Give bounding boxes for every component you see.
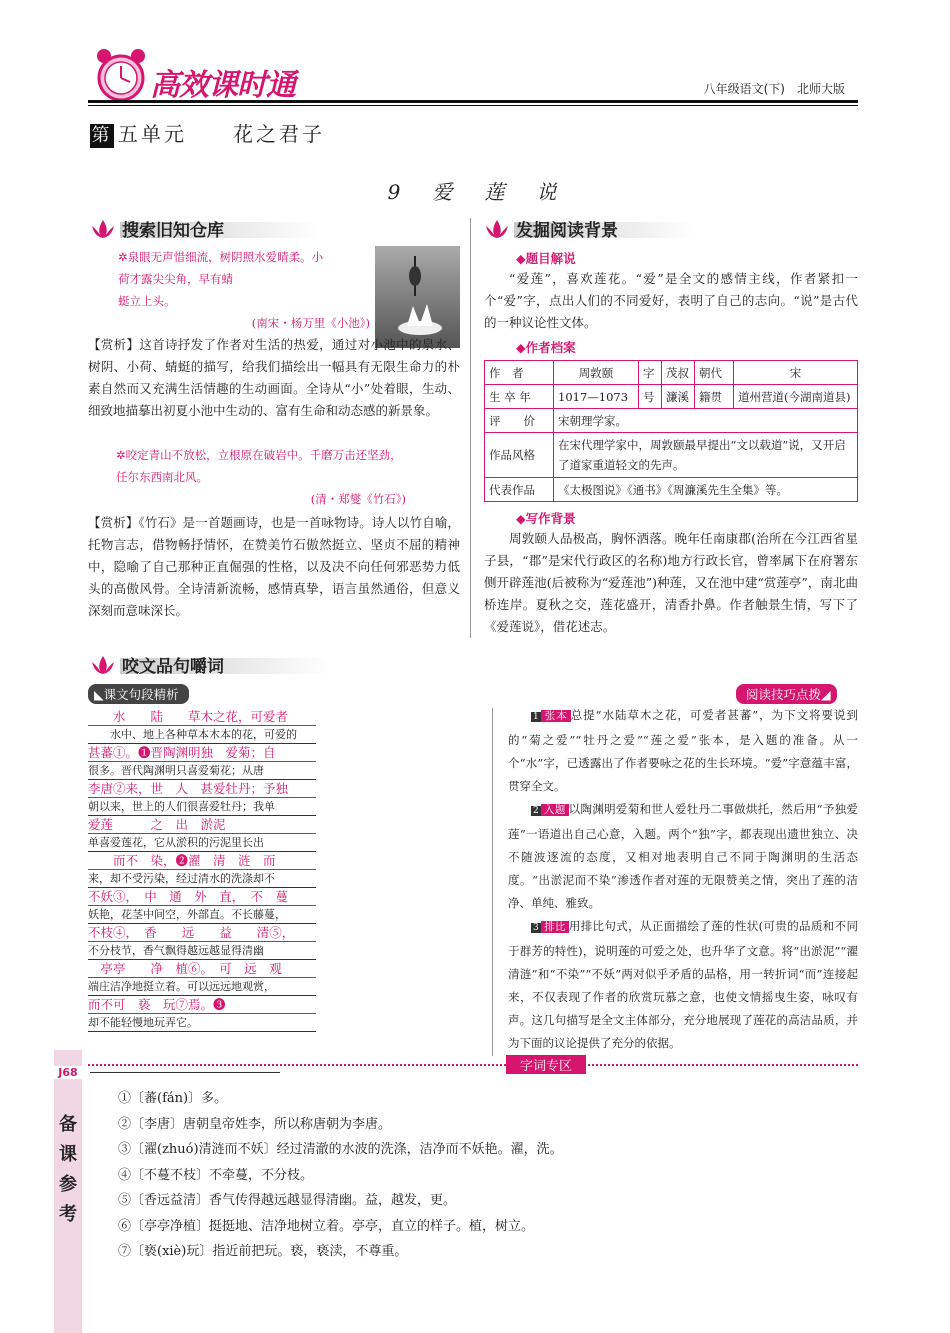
cell-value: 《太极图说》《通书》《周濂溪先生全集》等。 — [554, 478, 858, 502]
section-analysis-heading: 咬文品句嚼词 — [88, 652, 388, 678]
tip-text: 以陶渊明爱菊和世人爱牡丹二事做烘托，然后用“予独爱莲”一语道出自己心意，入题。两个“独”字，都表现出遗世独立、决不随波逐流的态度，又相对地表明自己不同于陶渊明的生活态度。“出淤泥而不染”渗透作者对莲的无限赞美之情，突出了莲的洁净、单纯、雅致。 — [508, 802, 858, 910]
footnote: ④〔不蔓不枝〕不牵蔓，不分枝。 — [118, 1167, 314, 1183]
tip-paragraph — [508, 704, 858, 798]
cell-label: 生 卒 年 — [485, 385, 554, 409]
translation-line: 妖艳，花茎中间空，外部直。不长藤蔓， — [88, 906, 316, 924]
cell-label: 代表作品 — [485, 478, 554, 502]
translation-line: 水中、地上各种草本木本的花，可爱的 — [88, 726, 316, 744]
footnote: ⑤〔香远益清〕香气传得越远越显得清幽。益，越发，更。 — [118, 1193, 457, 1208]
writing-background: 周敦颐人品极高，胸怀洒落。晚年任南康郡(治所在今江西省星子县，“郡”是宋代行政区的名称)地方行政长官，曾率属下在府署东侧开辟莲池(后被称为“爱莲池”)种莲，又在池中建“赏莲亭”，南北曲桥连岸。夏秋之交，莲花盛开，清香扑鼻。作者触景生情，写下了《爱莲说》，借花述志。 — [484, 531, 858, 634]
grade-label: 八年级语文(下) 北师大版 — [703, 82, 845, 96]
poem1-line: ✲泉眼无声惜细流，树阴照水爱晴柔。小 — [118, 250, 324, 264]
lotus-icon — [88, 652, 118, 678]
original-line: 而不 染，❷濯 清 涟 而 — [88, 852, 316, 870]
poem2 — [116, 444, 460, 488]
footnote: ⑥〔亭亭净植〕挺挺地、洁净地树立着。亭亭，直立的样子。植，树立。 — [118, 1218, 535, 1234]
tip-number: 1 — [533, 712, 539, 722]
clock-logo-icon — [90, 44, 152, 106]
lotus-icon — [482, 216, 512, 242]
translation-line: 却不能轻慢地玩弄它。 — [88, 1014, 316, 1032]
side-label-char: 考 — [59, 1204, 77, 1225]
translation-line: 朝以来，世上的人们很喜爱牡丹；我单 — [88, 798, 316, 816]
tip-number: 2 — [533, 806, 539, 816]
header-rule — [88, 100, 858, 103]
cell-label: 作 者 — [485, 361, 554, 385]
unit-box: 第 — [91, 125, 113, 146]
translation-line: 很多。晋代陶渊明只喜爱菊花；从唐 — [88, 762, 316, 780]
tip-tag: 排比 — [541, 921, 569, 933]
original-line: 而不可 亵 玩⑦焉。❸ — [88, 996, 316, 1014]
sub-writing-background: ◆写作背景 — [516, 511, 576, 526]
tip-text: 总提“水陆草木之花，可爱者甚蕃”，为下文将要说到的“菊之爱”“牡丹之爱”“莲之爱”张本，是入题的准备。从一个“水”字，已透露出了作者要咏之花的生长环境。“爱”字意蕴丰富，贯穿全文。 — [508, 708, 859, 793]
footnote-rule — [90, 1072, 280, 1073]
arrow-icon: ◢ — [821, 687, 831, 702]
footnote: ③〔濯(zhuó)清涟而不妖〕经过清澈的水波的洗涤，洁净而不妖艳。濯，洗。 — [118, 1142, 563, 1157]
lotus-pond-image — [375, 246, 460, 348]
lotus-icon — [88, 216, 118, 242]
original-line: 爱莲 之 出 淤泥 — [88, 816, 316, 834]
poem1 — [118, 246, 370, 312]
side-label-char: 参 — [59, 1174, 77, 1195]
cell-value: 在宋代理学家中，周敦颐最早提出“文以载道”说，又开启了道家重道轻文的先声。 — [554, 433, 858, 478]
cell-value: 宋 — [734, 361, 858, 385]
tip-text: 用排比句式，从正面描绘了莲的性状(可贵的品质和不同于群芳的特性)，说明莲的可爱之处，也升华了文意。将“出淤泥”“濯清涟”和“不染”“不妖”两对似乎矛盾的品格，用一转折词“而”连接起来，不仅表现了作者的欣赏玩慕之意，也使文情摇曳生姿，咏叹有声。这几句描写是全文主体部分，充分地展现了莲花的高洁品质，并为下面的议论提供了充分的依据。 — [508, 919, 859, 1050]
cell-value: 茂叔 — [662, 361, 695, 385]
cell-value: 濂溪 — [662, 385, 695, 409]
tab-text-analysis — [88, 684, 189, 704]
original-line: 李唐②来，世 人 甚爱牡丹；予独 — [88, 780, 316, 798]
unit-title: 五单元 花之君子 — [118, 122, 325, 146]
footnote: ②〔李唐〕唐朝皇帝姓李，所以称唐朝为李唐。 — [118, 1116, 392, 1132]
arrow-icon: ◣ — [94, 687, 104, 702]
original-line: 亭亭 净 植⑥。 可 远 观 — [88, 960, 316, 978]
side-label — [54, 1110, 82, 1230]
side-label-char: 课 — [59, 1144, 77, 1165]
cell-label: 字 — [639, 361, 662, 385]
poem1-line: 蜓立上头。 — [118, 294, 176, 308]
tip-tag: 入题 — [541, 804, 569, 816]
original-line: 甚蕃①。❶晋陶渊明独 爱菊；自 — [88, 744, 316, 762]
sub-title-explain: ◆题目解说 — [516, 251, 576, 266]
tip-tag: 张本 — [541, 710, 571, 722]
translation-line: 端庄洁净地挺立着。可以远远地观赏， — [88, 978, 316, 996]
cell-label: 评 价 — [485, 409, 554, 433]
original-line: 水 陆 草木之花，可爱者 — [88, 708, 316, 726]
cell-value: 宋朝理学家。 — [554, 409, 858, 433]
lesson-title: 9 爱 莲 说 — [387, 180, 563, 204]
tips — [508, 704, 858, 1055]
poem2-source: (清・郑燮《竹石》) — [310, 492, 406, 506]
header-rule-thin — [88, 105, 858, 106]
original-line: 不枝④， 香 远 益 清⑤， — [88, 924, 316, 942]
analysis2: 【赏析】《竹石》是一首题画诗，也是一首咏物诗。诗人以竹自喻，托物言志，借物畅抒情怀，在赞美竹石傲然挺立、坚贞不屈的精神中，隐喻了自己那种正直倔强的性格，以及决不向任何邪恶势力低头的高傲风骨。全诗清新流畅，感情真挚，语言虽然通俗，但意义深刻而意味深长。 — [88, 515, 460, 618]
author-table — [484, 360, 858, 502]
poem2-line: ✲咬定青山不放松，立根原在破岩中。千磨万击还坚劲， — [116, 448, 402, 462]
tab-label: 阅读技巧点拨 — [746, 687, 822, 702]
cell-value: 道州营道(今湖南道县) — [734, 385, 858, 409]
footnote: ①〔蕃(fán)〕多。 — [118, 1091, 228, 1106]
side-label-char: 备 — [59, 1114, 77, 1135]
column-divider — [470, 218, 471, 638]
column-divider — [492, 708, 493, 1056]
analysis1: 【赏析】这首诗抒发了作者对生活的热爱，通过对小池中的泉水、树阴、小荷、蜻蜓的描写，给我们描绘出一幅具有无限生命力的朴素自然而又充满生活情趣的生动画面。全诗从“小”处着眼，生动、细致地描摹出初夏小池中生动的、富有生命和动态感的新景象。 — [88, 337, 460, 418]
cell-label: 号 — [639, 385, 662, 409]
tip-number: 3 — [533, 923, 539, 933]
cell-label: 籍贯 — [695, 385, 734, 409]
original-line: 不妖③， 中 通 外 直， 不 蔓 — [88, 888, 316, 906]
poem2-line: 任尔东西南北风。 — [116, 470, 208, 484]
footnotes — [118, 1086, 563, 1265]
tab-label: 课文句段精析 — [103, 687, 179, 702]
translation-line: 不分枝节，香气飘得越远越显得清幽 — [88, 942, 316, 960]
poem1-source: (南宋・杨万里《小池》) — [251, 316, 370, 330]
footnote: ⑦〔亵(xiè)玩〕指近前把玩。亵，亵渎，不尊重。 — [118, 1244, 408, 1259]
cell-value: 1017—1073 — [554, 385, 639, 409]
tab-reading-tips — [736, 684, 837, 704]
cell-label: 作品风格 — [485, 433, 554, 478]
translation-line: 单喜爱莲花，它从淤积的污泥里长出 — [88, 834, 316, 852]
tip-paragraph — [508, 915, 858, 1055]
tip-paragraph — [508, 798, 858, 915]
section-background-heading: 发掘阅读背景 — [482, 216, 852, 242]
cell-value: 周敦颐 — [554, 361, 639, 385]
unit-heading — [90, 118, 325, 148]
vocab-tab: 字词专区 — [506, 1055, 586, 1074]
page-number: J68 — [54, 1066, 82, 1079]
title-explain: “爱莲”，喜欢莲花。“爱”是全文的感情主线，作者紧扣一个“爱”字，点出人们的不同爱好，表明了自己的志向。“说”是古代的一种议论性文体。 — [484, 271, 858, 330]
translation-line: 来，却不受污染，经过清水的洗涤却不 — [88, 870, 316, 888]
text-lines — [88, 708, 316, 1032]
brand-title: 高效课时通 — [150, 68, 295, 103]
section-search-heading: 搜索旧知仓库 — [88, 216, 438, 242]
sub-author-file: ◆作者档案 — [516, 340, 576, 355]
cell-label: 朝代 — [695, 361, 734, 385]
poem1-line: 荷才露尖尖角，早有蜻 — [118, 272, 233, 286]
dotted-divider — [88, 1064, 858, 1066]
